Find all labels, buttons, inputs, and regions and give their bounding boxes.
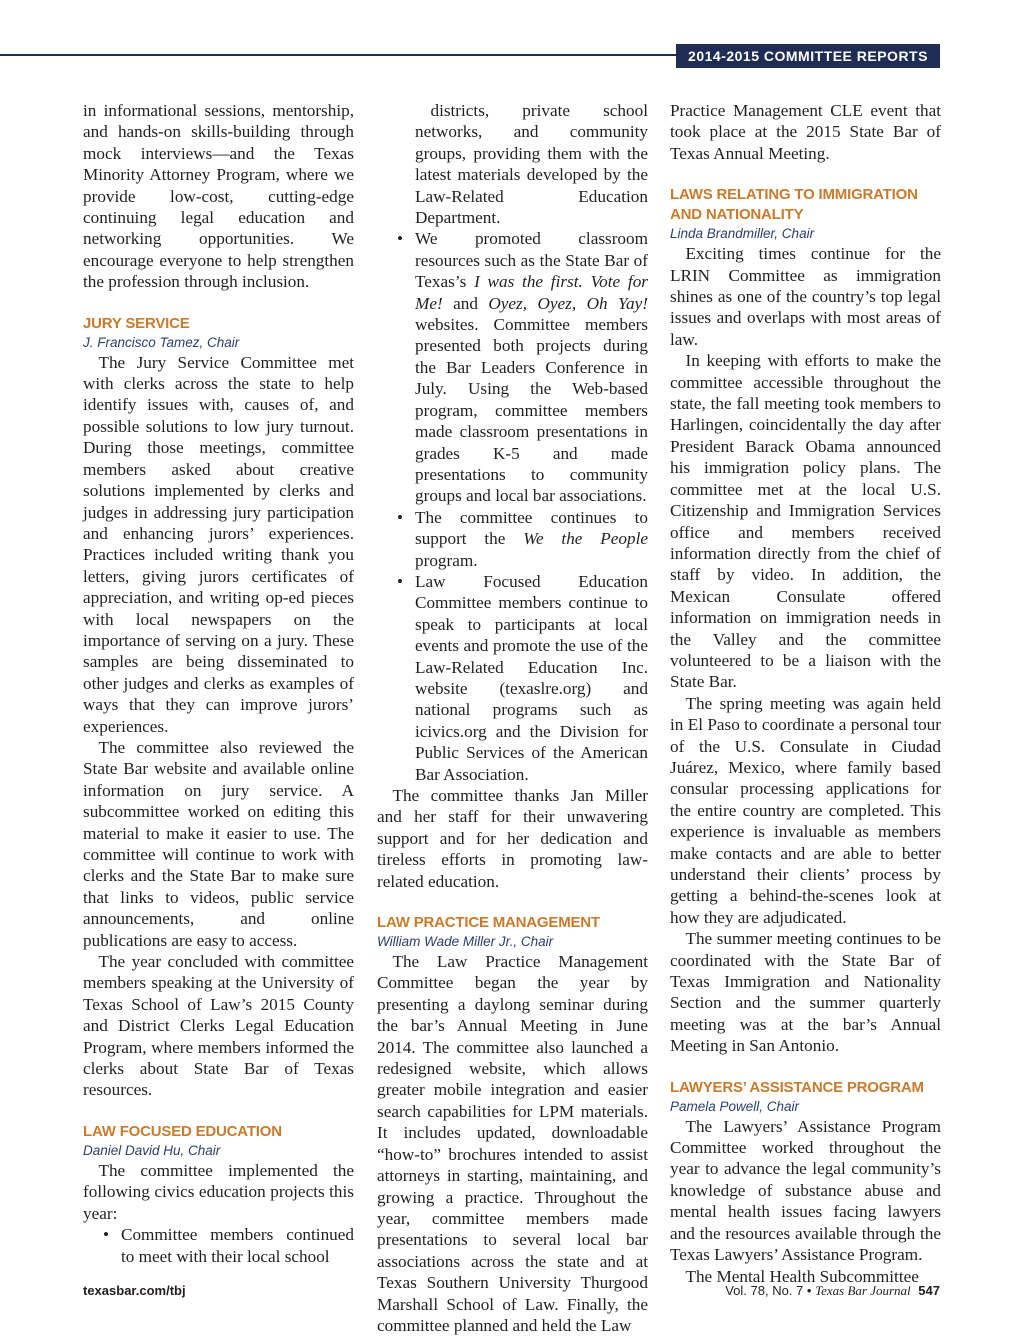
jury-service-paragraph-2: The committee also reviewed the State Bar website and available online information on jury service. A subcommittee worked on editing this material to make it easier to use. The committee will continue to work with clerks and the State Bar to make sure that links to videos, public service announcements, and online publications are easy to access. — [83, 737, 354, 950]
lrin-paragraph-4: The summer meeting continues to be coordinated with the State Bar of Texas Immigration and Nationality Section and the summer quarterly meeting was at the bar’s Annual Meeting in San Antonio. — [670, 929, 941, 1056]
law-practice-management-paragraph-1: The Law Practice Management Committee began the year by presenting a daylong seminar during the bar’s Annual Meeting in June 2014. The committee also launched a redesigned website, which allows greater mobile integration and easier search capabilities for LPM materials. It includes updated, downloadable “how-to” brochures intended to assist attorneys in starting, maintaining, and growing a practice. Throughout the year, committee members made presentations to several local bar associations across the state and at Texas Southern University Thurgood Marshall School of Law. Finally, the committee planned and held the Law — [377, 952, 648, 1335]
list-item: • Law Focused Education Committee members continue to speak to participants at local events and promote the use of the Law-Related Education Inc. website (texaslre.org) and national programs such as icivics.org and the Division for Public Services of the American Bar Association. — [377, 571, 648, 785]
column-2 — [377, 100, 648, 1336]
lfe-bullet-list-start — [83, 1224, 354, 1267]
lawyers-assistance-paragraph-1: The Lawyers’ Assistance Program Committee worked throughout the year to advance the legal community’s knowledge of substance abuse and mental health issues facing lawyers and the resources available through the Texas Lawyers’ Assistance Program. — [670, 1116, 941, 1265]
bullet-2-italic-2: Oyez, Oyez, Oh Yay! — [488, 293, 648, 313]
bullet-2-text-a: We promoted classroom resources such as the State Bar of Texas’s — [415, 229, 648, 292]
jury-service-paragraph-3: The year concluded with committee members speaking at the University of Texas School of Law’s 2015 County and District Clerks Legal Education Program, where members informed the clerks about State Bar of Texas resources. — [83, 952, 354, 1100]
lfe-thanks-paragraph: The committee thanks Jan Miller and her staff for their unwavering support and for her dedication and tireless efforts in promoting law-related education. — [377, 786, 648, 891]
lrin-paragraph-2: In keeping with efforts to make the committee accessible throughout the state, the fall meeting took members to Harlingen, coincidentally the day after President Barack Obama announced his immigration policy plans. The committee met at the local U.S. Citizenship and Immigration Services office and members received information directly from the chief of staff by video. In addition, the Mexican Consulate offered information on immigration needs in the Valley and the committee volunteered to be a liaison with the State Bar. — [670, 351, 941, 692]
column-1 — [83, 100, 354, 1267]
law-practice-management-heading: LAW PRACTICE MANAGEMENT — [377, 914, 600, 932]
lrin-heading: LAWS RELATING TO IMMIGRATION AND NATIONALITY — [670, 186, 918, 224]
lpm-continued-paragraph: Practice Management CLE event that took place at the 2015 State Bar of Texas Annual Meeting. — [670, 101, 941, 163]
law-practice-management-chair: William Wade Miller Jr., Chair — [377, 934, 554, 950]
law-focused-education-chair: Daniel David Hu, Chair — [83, 1142, 221, 1158]
lrin-paragraph-1: Exciting times continue for the LRIN Committee as immigration shines as one of the country’s top legal issues and overlaps with most areas of law. — [670, 244, 941, 349]
footer-volume: Vol. 78, No. 7 — [725, 1283, 804, 1298]
law-focused-education-heading: LAW FOCUSED EDUCATION — [83, 1122, 282, 1140]
list-item — [377, 507, 648, 571]
jury-service-paragraph-1: The Jury Service Committee met with clerks across the state to help identify issues with, causes of, and possible solutions to low jury turnout. During those meetings, committee members asked about creative solutions implemented by clerks and judges in addressing jury participation and enhancing jurors’ experiences. Practices included writing thank you letters, giving jurors certificates of appreciation, and writing op-ed pieces with local newspapers on the importance of serving on a jury. These samples are being disseminated to other judges and clerks as examples of ways that they can improve jurors’ experiences. — [83, 352, 354, 736]
lawyers-assistance-heading: LAWYERS’ ASSISTANCE PROGRAM — [670, 1078, 924, 1096]
lawyers-assistance-paragraph-2: The Mental Health Subcommittee — [685, 1266, 919, 1286]
footer-website-link[interactable]: texasbar.com/tbj — [83, 1283, 186, 1298]
bullet-3-text-a: The committee continues to support the — [415, 507, 648, 549]
list-item: • Committee members continued to meet with their local school — [83, 1224, 354, 1267]
bullet-2-text-c: websites. Committee members presented both projects during the Bar Leaders Conference in July. Using the Web-based program, committee members made classroom presentations in grades K-5 and made presentations to community groups and local bar associations. — [415, 315, 648, 506]
lrin-chair: Linda Brandmiller, Chair — [670, 226, 815, 242]
page-number: 547 — [918, 1283, 940, 1298]
section-title-tab — [676, 44, 940, 68]
lawyers-assistance-chair: Pamela Powell, Chair — [670, 1098, 800, 1114]
lrin-paragraph-3: The spring meeting was again held in El Paso to coordinate a personal tour of the U.S. Consulate in Ciudad Juárez, Mexico, where family based consular processing applications for the entire country are completed. This experience is invaluable as members make contacts and are able to better understand their clients’ process by getting a behind-the-scenes look at how they are adjudicated. — [670, 693, 941, 927]
section-title: 2014-2015 COMMITTEE REPORTS — [688, 48, 928, 64]
header-rule — [0, 54, 676, 56]
law-focused-education-paragraph-1: The committee implemented the following civics education projects this year: — [83, 1160, 354, 1223]
jury-service-heading: JURY SERVICE — [83, 314, 190, 332]
bullet-3-italic: We the People — [523, 529, 648, 549]
footer-separator: • — [806, 1283, 812, 1298]
list-item — [377, 228, 648, 506]
bullet-2-text-b: and — [442, 293, 489, 313]
footer-journal-name: Texas Bar Journal — [815, 1283, 911, 1298]
bullet-2-italic-1: I was the first. Vote for Me! — [415, 272, 648, 313]
bullet-3-text-b: program. — [415, 550, 478, 570]
intro-paragraph: in informational sessions, mentorship, and hands-on skills-building through mock interviews—and the Texas Minority Attorney Program, where we provide low-cost, cutting-edge continuing legal education and networking opportunities. We encourage everyone to help strengthen the profession through inclusion. — [83, 101, 354, 292]
column-3 — [670, 100, 941, 1287]
footer-folio — [725, 1283, 940, 1299]
lfe-bullet-list — [377, 228, 648, 785]
bullet-1-continued: districts, private school networks, and community groups, providing them with the latest materials developed by the Law-Related Education Department. — [415, 101, 648, 228]
jury-service-chair: J. Francisco Tamez, Chair — [83, 334, 240, 350]
